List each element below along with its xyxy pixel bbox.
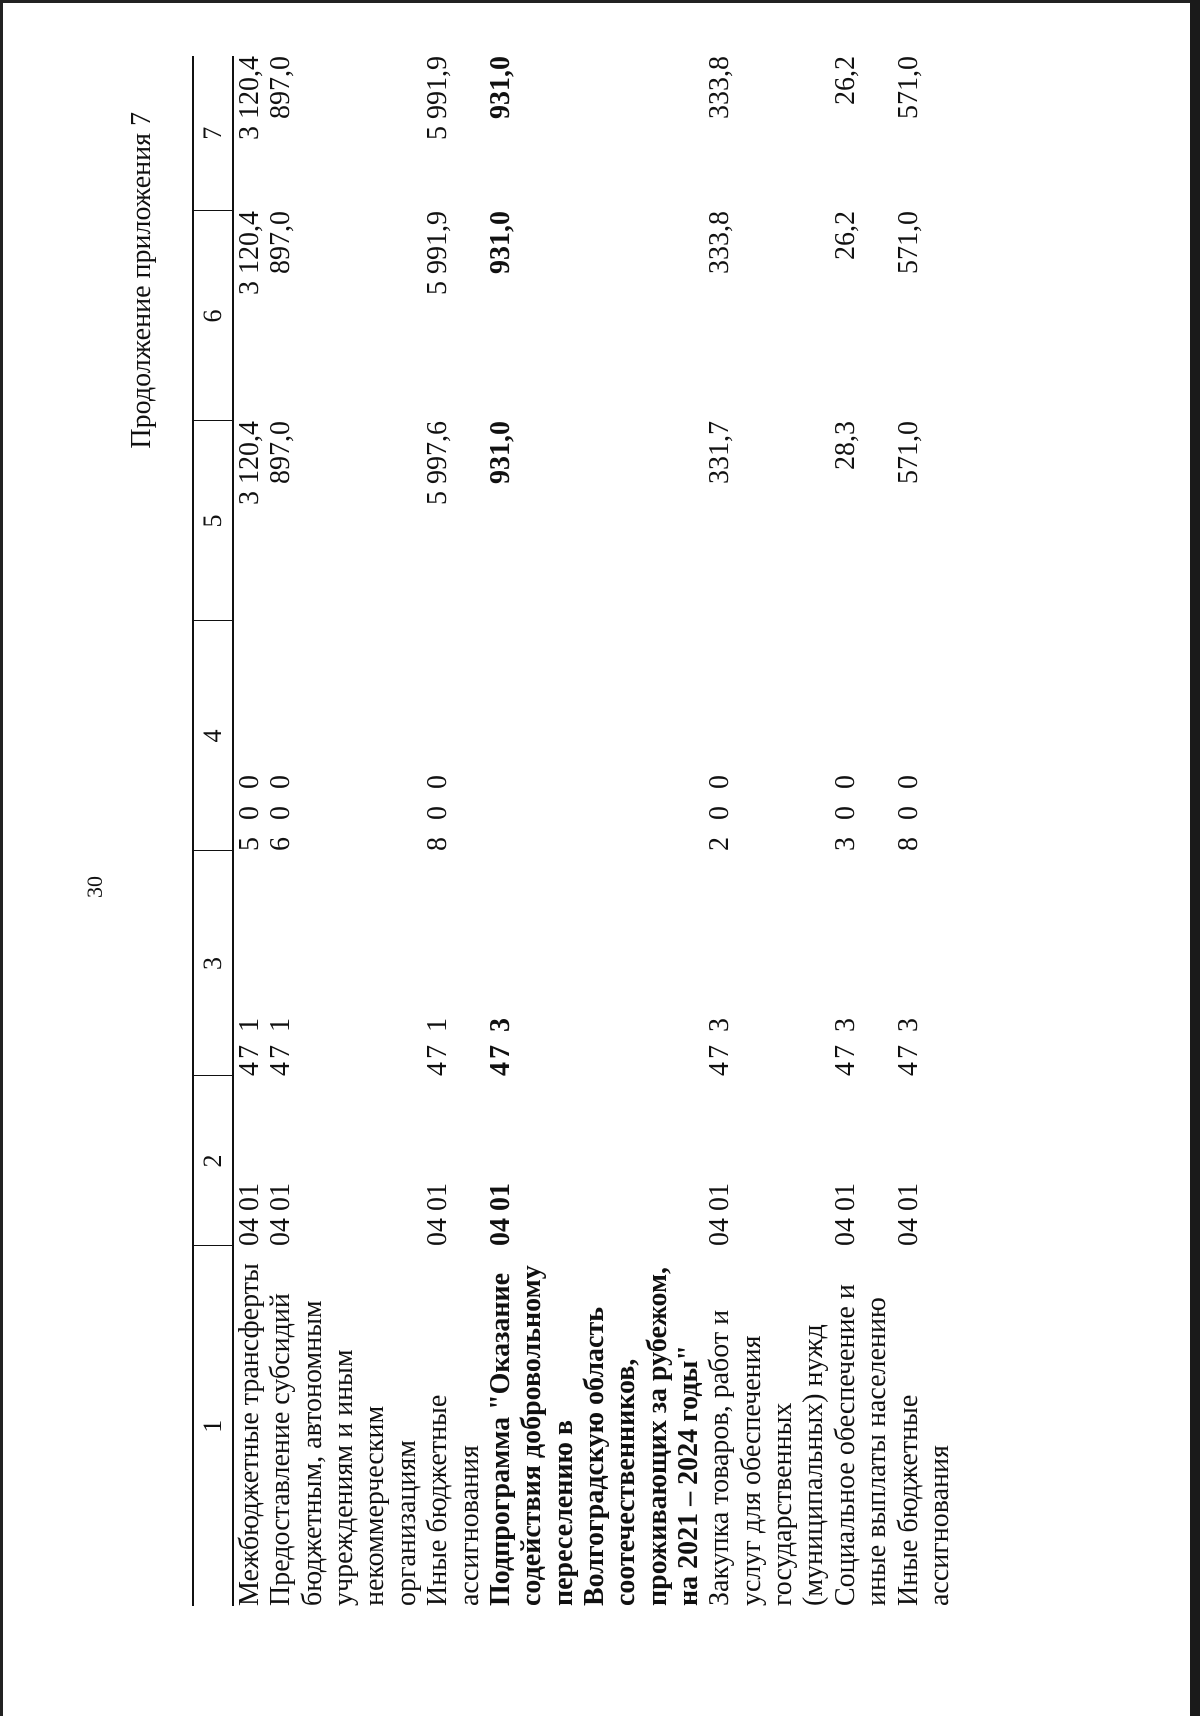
- amount-col-7: 897,0: [265, 56, 297, 119]
- amount-col-5: 3 120,4: [234, 421, 265, 505]
- section-code: 04 01: [704, 1183, 736, 1246]
- table-row: [265, 56, 422, 1606]
- column-header-3: 3: [193, 851, 233, 1076]
- amount-col-5: 5 997,6: [422, 421, 454, 505]
- row-name: Межбюджетные трансферты: [234, 1263, 265, 1606]
- row-name: Предоставление субсидий бюджетным, автономным учреждениям и иным некоммерческим организациям: [265, 1293, 422, 1606]
- column-header-1: 1: [193, 1246, 233, 1606]
- amount-col-6: 5 991,9: [422, 211, 454, 295]
- budget-table: [192, 56, 955, 1606]
- column-header-7: 7: [193, 56, 233, 211]
- table-row: [704, 56, 829, 1606]
- section-code: 04 01: [234, 1183, 265, 1246]
- column-header-2: 2: [193, 1076, 233, 1246]
- table-row: [830, 56, 893, 1606]
- page-number: 30: [82, 876, 107, 898]
- table-body: [233, 56, 955, 1606]
- target-article: 47 3: [829, 1015, 861, 1076]
- target-article: 47 1: [234, 1015, 265, 1076]
- continuation-note: Продолжение приложения 7: [126, 112, 157, 449]
- section-code: 04 01: [829, 1183, 861, 1246]
- amount-col-7: 3 120,4: [234, 56, 265, 140]
- amount-col-6: 26,2: [829, 211, 861, 260]
- table-row: [893, 56, 956, 1606]
- amount-col-5: 897,0: [265, 421, 297, 484]
- expense-type: 8 0 0: [422, 770, 454, 851]
- section-code: 04 01: [265, 1183, 297, 1246]
- target-article: 47 3: [484, 1015, 516, 1076]
- target-article: 47 1: [422, 1015, 454, 1076]
- amount-col-5: 931,0: [484, 421, 516, 484]
- amount-col-6: 571,0: [892, 211, 924, 274]
- table-row: [422, 56, 485, 1606]
- expense-type: 5 0 0: [234, 770, 265, 851]
- column-header-5: 5: [193, 421, 233, 621]
- amount-col-7: 333,8: [704, 56, 736, 119]
- amount-col-7: 26,2: [829, 56, 861, 105]
- column-header-6: 6: [193, 211, 233, 421]
- amount-col-5: 28,3: [829, 421, 861, 470]
- expense-type: 8 0 0: [892, 770, 924, 851]
- section-code: 04 01: [892, 1183, 924, 1246]
- amount-col-6: 897,0: [265, 211, 297, 274]
- row-name: Иные бюджетные ассигнования: [422, 1394, 485, 1606]
- column-header-4: 4: [193, 621, 233, 851]
- target-article: 47 1: [265, 1015, 297, 1076]
- expense-type: 2 0 0: [704, 770, 736, 851]
- expense-type: 3 0 0: [829, 770, 861, 851]
- row-name: Социальное обеспечение и иные выплаты населению: [829, 1284, 893, 1606]
- amount-col-6: 3 120,4: [234, 211, 265, 295]
- expense-type: 6 0 0: [265, 770, 297, 851]
- amount-col-7: 931,0: [484, 56, 516, 119]
- row-name: Иные бюджетные ассигнования: [892, 1394, 955, 1606]
- amount-col-7: 5 991,9: [422, 56, 454, 140]
- amount-col-5: 331,7: [704, 421, 736, 484]
- row-name: Закупка товаров, работ и услуг для обеспечения государственных (муниципальных) нужд: [704, 1309, 830, 1606]
- amount-col-6: 333,8: [704, 211, 736, 274]
- amount-col-7: 571,0: [892, 56, 924, 119]
- target-article: 47 3: [704, 1015, 736, 1076]
- amount-col-6: 931,0: [484, 211, 516, 274]
- table-row: [233, 56, 265, 1606]
- section-code: 04 01: [422, 1183, 454, 1246]
- section-code: 04 01: [484, 1183, 516, 1246]
- row-name: Подпрограмма "Оказание содействия добровольному переселению в Волгоградскую область соотечественников, проживающих за рубежом, на 2021 – 2024 годы": [484, 1265, 705, 1606]
- amount-col-5: 571,0: [892, 421, 924, 484]
- expense-type: [485, 621, 705, 851]
- target-article: 47 3: [892, 1015, 924, 1076]
- table-header: [193, 56, 233, 1606]
- table-row: [485, 56, 705, 1606]
